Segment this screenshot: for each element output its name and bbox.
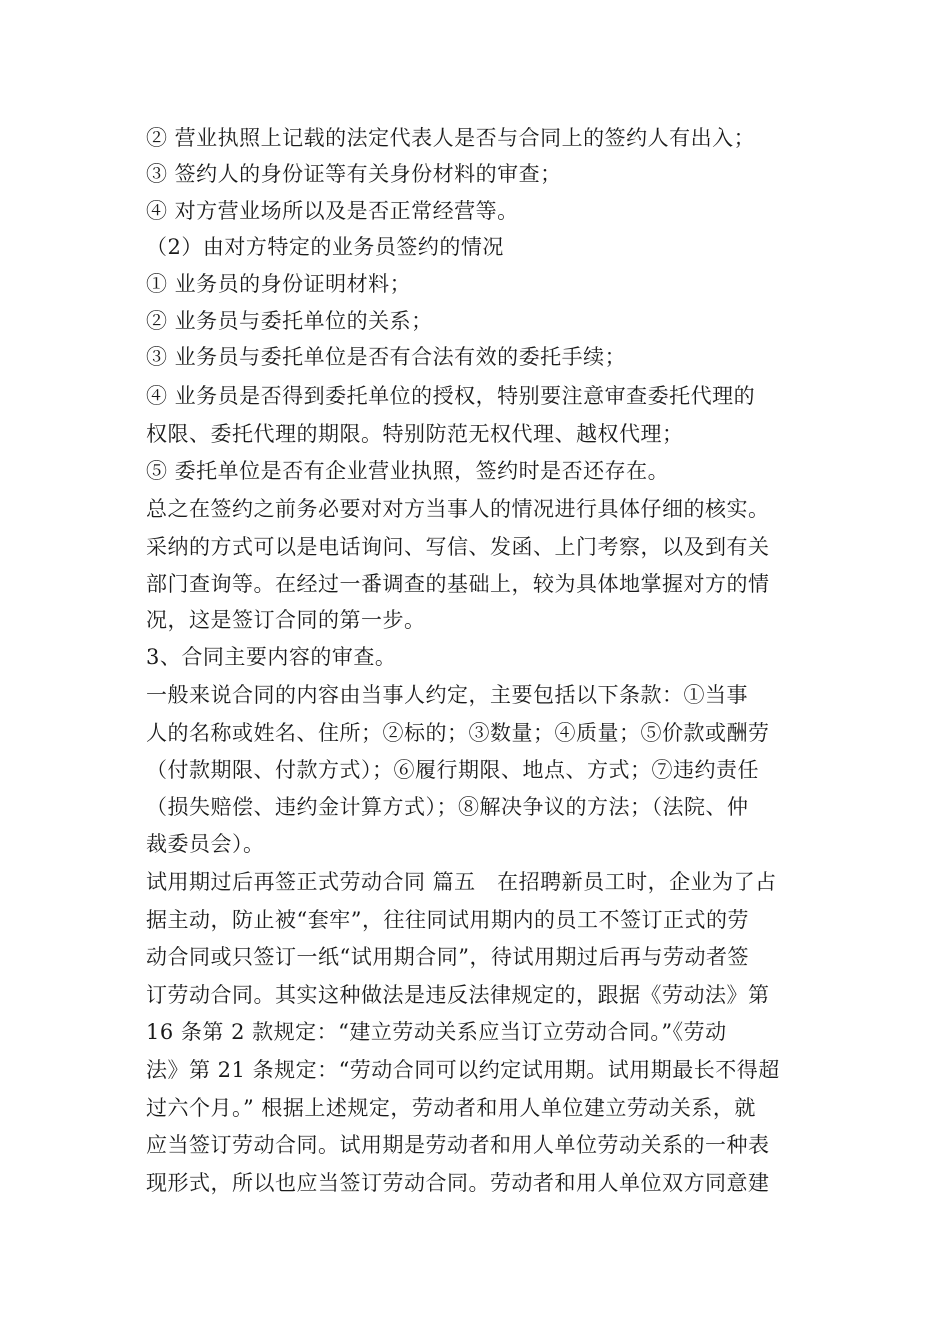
paragraph-line: （损失赔偿、违约金计算方式）；⑧解决争议的方法；（法院、仲 — [146, 795, 749, 819]
paragraph-line: （2）由对方特定的业务员签约的情况 — [146, 235, 504, 259]
paragraph-line: 总之在签约之前务必要对对方当事人的情况进行具体仔细的核实。 — [146, 497, 770, 521]
paragraph-line: 应当签订劳动合同。试用期是劳动者和用人单位劳动关系的一种表 — [146, 1133, 770, 1157]
paragraph-line: ③ 业务员与委托单位是否有合法有效的委托手续； — [146, 345, 627, 369]
paragraph-line: 16 条第 2 款规定：“建立劳动关系应当订立劳动合同。”《劳动 — [146, 1020, 727, 1044]
paragraph-line: ② 业务员与委托单位的关系； — [146, 309, 433, 333]
paragraph-line: ⑤ 委托单位是否有企业营业执照，签约时是否还存在。 — [146, 459, 670, 483]
paragraph-line: ④ 对方营业场所以及是否正常经营等。 — [146, 199, 519, 223]
paragraph-line: 过六个月。” 根据上述规定，劳动者和用人单位建立劳动关系，就 — [146, 1096, 756, 1120]
paragraph-line: 现形式，所以也应当签订劳动合同。劳动者和用人单位双方同意建 — [146, 1171, 770, 1195]
paragraph-line: （付款期限、付款方式）；⑥履行期限、地点、方式；⑦违约责任 — [146, 758, 759, 782]
paragraph-line: 动合同或只签订一纸“试用期合同”，待试用期过后再与劳动者签 — [146, 945, 749, 969]
paragraph-line: ④ 业务员是否得到委托单位的授权，特别要注意审查委托代理的 — [146, 384, 756, 408]
paragraph-line: 权限、委托代理的期限。特别防范无权代理、越权代理； — [146, 422, 684, 446]
paragraph-line: 况，这是签订合同的第一步。 — [146, 608, 426, 632]
paragraph-line: 裁委员会）。 — [146, 832, 265, 856]
paragraph-line: 订劳动合同。其实这种做法是违反法律规定的，跟据《劳动法》第 — [146, 983, 770, 1007]
paragraph-line: ③ 签约人的身份证等有关身份材料的审查； — [146, 162, 562, 186]
paragraph-line: 人的名称或姓名、住所；②标的；③数量；④质量；⑤价款或酬劳 — [146, 721, 770, 745]
paragraph-line: 法》第 21 条规定：“劳动合同可以约定试用期。试用期最长不得超 — [146, 1058, 780, 1082]
paragraph-line: 部门查询等。在经过一番调查的基础上，较为具体地掌握对方的情 — [146, 572, 770, 596]
paragraph-line: 一般来说合同的内容由当事人约定，主要包括以下条款：①当事 — [146, 683, 748, 707]
paragraph-line: ① 业务员的身份证明材料； — [146, 272, 412, 296]
paragraph-line: 采纳的方式可以是电话询问、写信、发函、上门考察，以及到有关 — [146, 535, 770, 559]
paragraph-line: 据主动，防止被“套牢”，往往同试用期内的员工不签订正式的劳 — [146, 908, 749, 932]
paragraph-line: 3、合同主要内容的审查。 — [146, 645, 397, 669]
paragraph-line: 试用期过后再签正式劳动合同 篇五 在招聘新员工时，企业为了占 — [146, 870, 777, 894]
paragraph-line: ② 营业执照上记载的法定代表人是否与合同上的签约人有出入； — [146, 126, 756, 150]
